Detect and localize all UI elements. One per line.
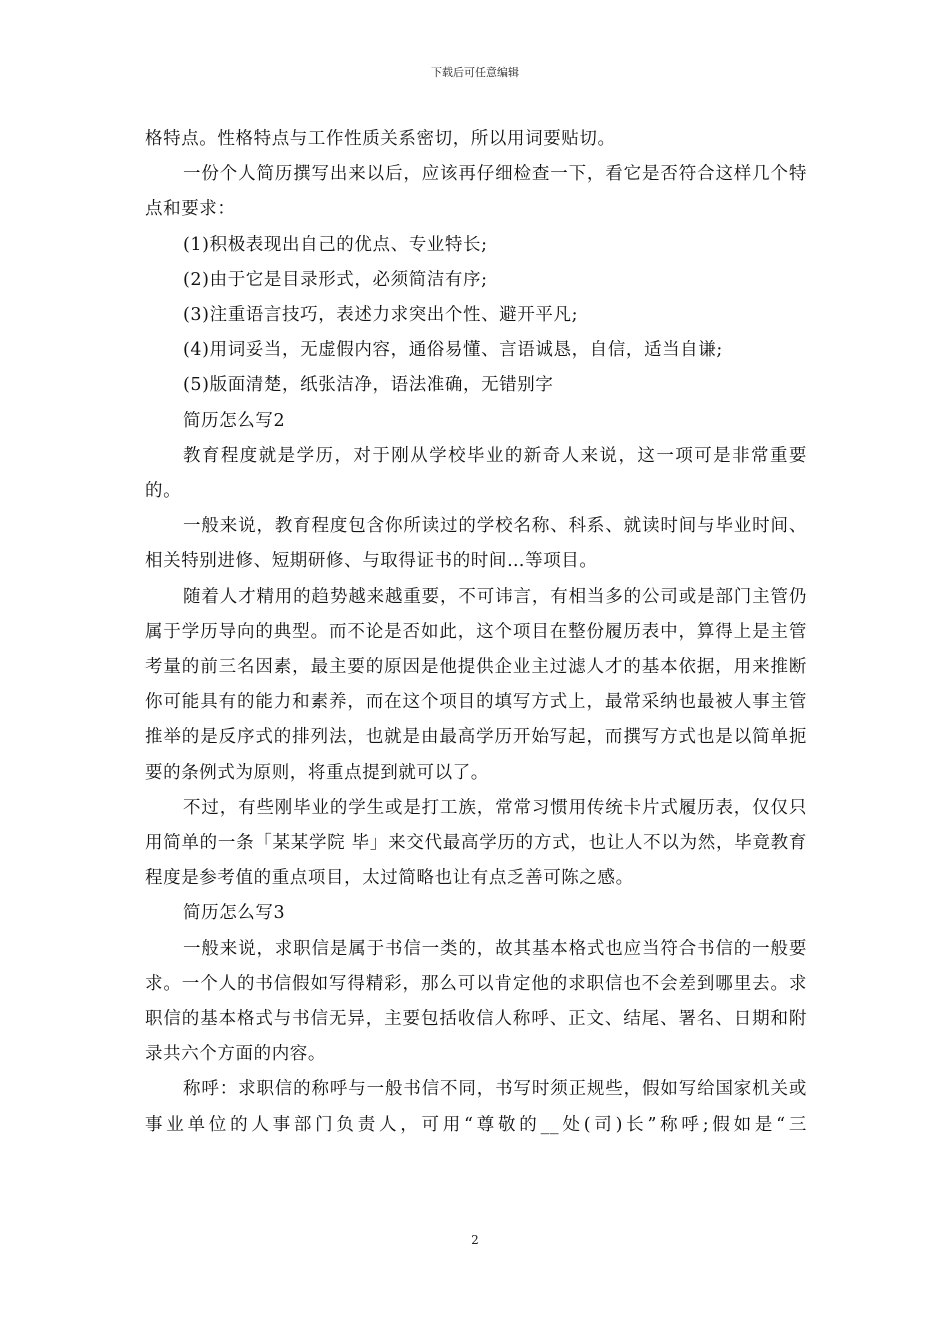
list-item: (5)版面清楚，纸张洁净，语法准确，无错别字 (183, 375, 554, 396)
paragraph: 格特点。性格特点与工作性质关系密切，所以用词要贴切。 (145, 129, 616, 149)
paragraph: 一般来说，求职信是属于书信一类的，故其基本格式也应当符合书信的一般要求。一个人的书信假如写得精彩，那么可以肯定他的求职信也不会差到哪里去。求职信的基本格式与书信无异，主要包括收信人称呼、正文、结尾、署名、日期和附录共六个方面的内容。 (145, 938, 807, 1065)
paragraph: 称呼：求职信的称呼与一般书信不同，书写时须正规些，假如写给国家机关或事业单位的人事部门负责人，可用“尊敬的__处(司)长”称呼;假如是“三 (145, 1079, 807, 1135)
list-item: (4)用词妥当，无虚假内容，通俗易懂、言语诚恳，自信，适当自谦; (183, 340, 723, 361)
list-item: (1)积极表现出自己的优点、专业特长; (183, 234, 488, 255)
paragraph: 不过，有些刚毕业的学生或是打工族，常常习惯用传统卡片式履历表，仅仅只用简单的一条「某某学院 毕」来交代最高学历的方式，也让人不以为然，毕竟教育程度是参考值的重点项目，太过简略也让有点乏善可陈之感。 (145, 797, 807, 889)
page-header: 下载后可任意编辑 (431, 66, 519, 79)
page-number: 2 (471, 1233, 479, 1247)
list-item: (2)由于它是目录形式，必须简洁有序; (183, 269, 488, 290)
paragraph: 教育程度就是学历，对于刚从学校毕业的新奇人来说，这一项可是非常重要的。 (145, 445, 807, 502)
paragraph: 随着人才精用的趋势越来越重要，不可讳言，有相当多的公司或是部门主管仍属于学历导向的典型。而不论是否如此，这个项目在整份履历表中，算得上是主管考量的前三名因素，最主要的原因是他提供企业主过滤人才的基本依据，用来推断你可能具有的能力和素养，而在这个项目的填写方式上，最常采纳也最被人事主管推举的是反序式的排列法，也就是由最高学历开始写起，而撰写方式也是以简单扼要的条例式为原则，将重点提到就可以了。 (145, 586, 807, 783)
paragraph: 一般来说，教育程度包含你所读过的学校名称、科系、就读时间与毕业时间、相关特别进修、短期研修、与取得证书的时间…等项目。 (145, 516, 807, 572)
section-heading: 简历怎么写3 (183, 903, 286, 924)
document-body (145, 122, 807, 1143)
section-heading: 简历怎么写2 (183, 410, 286, 431)
paragraph: 一份个人简历撰写出来以后，应该再仔细检查一下，看它是否符合这样几个特点和要求： (145, 164, 807, 220)
list-item: (3)注重语言技巧，表述力求突出个性、避开平凡; (183, 305, 579, 326)
